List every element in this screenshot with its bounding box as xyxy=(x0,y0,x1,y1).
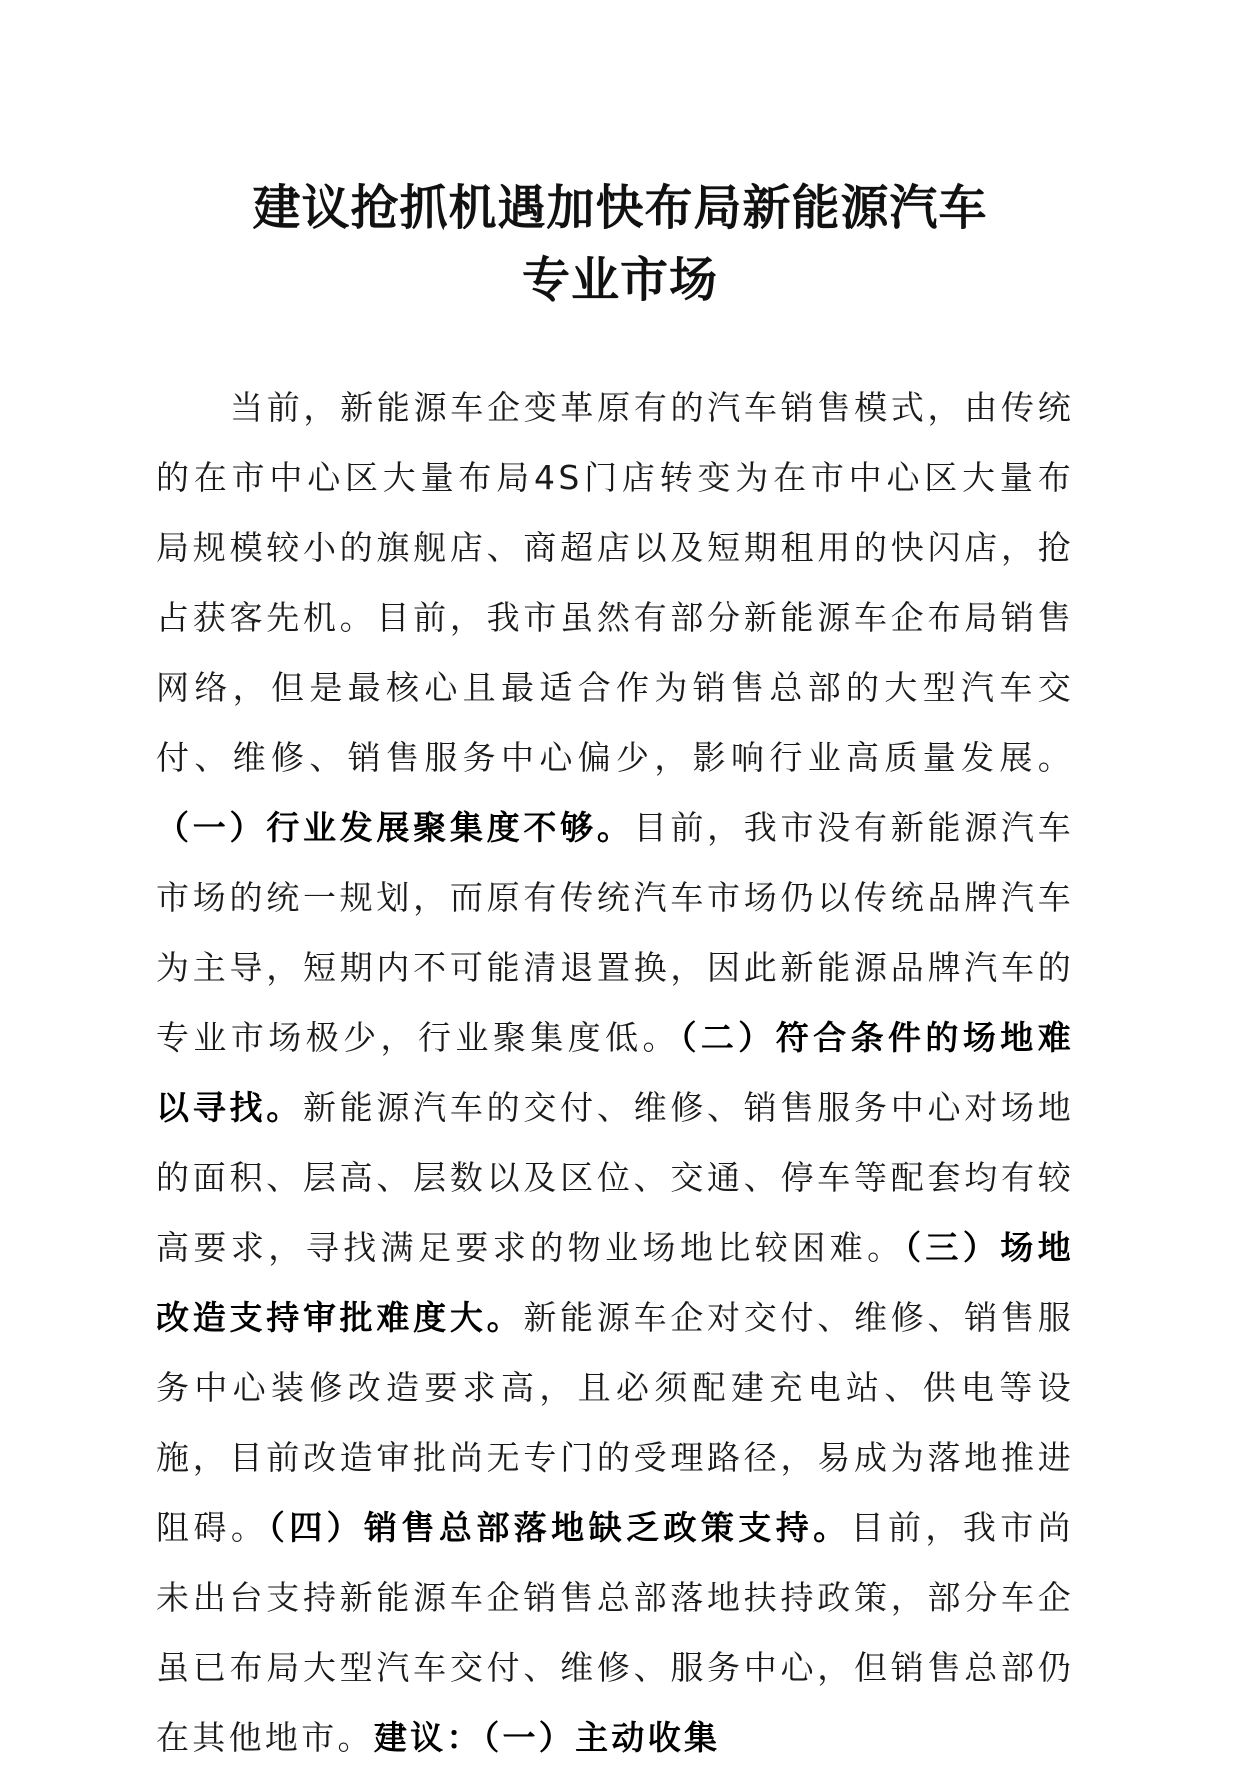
issue2-text: 新能源汽车的交付、维修、销售服务中心对场地的面积、层高、层数以及区位、交通、停车等配套均有较高要求，寻找满足要求的物业场地比较困难。 xyxy=(156,1088,1074,1267)
issue4-heading: （四）销售总部落地缺乏政策支持。 xyxy=(268,1508,851,1547)
issue3-heading: （三）场地改造支持审批难度大。 xyxy=(156,1228,1074,1337)
issue4-text: 目前，我市尚未出台支持新能源车企销售总部落地扶持政策，部分车企虽已布局大型汽车交付、维修、服务中心，但销售总部仍在其他地市。 xyxy=(156,1508,1074,1757)
issue1-text: 目前，我市没有新能源汽车市场的统一规划，而原有传统汽车市场仍以传统品牌汽车为主导，短期内不可能清退置换，因此新能源品牌汽车的专业市场极少，行业聚集度低。 xyxy=(156,808,1074,1057)
intro-text: 当前，新能源车企变革原有的汽车销售模式，由传统的在市中心区大量布局4S门店转变为在市中心区大量布局规模较小的旗舰店、商超店以及短期租用的快闪店，抢占获客先机。目前，我市虽然有部分新能源车企布局销售网络，但是最核心且最适合作为销售总部的大型汽车交付、维修、销售服务中心偏少，影响行业高质量发展。 xyxy=(156,388,1074,777)
issue3-text: 新能源车企对交付、维修、销售服务中心装修改造要求高，且必须配建充电站、供电等设施，目前改造审批尚无专门的受理路径，易成为落地推进阻碍。 xyxy=(156,1298,1074,1547)
document-title-line2: 专业市场 xyxy=(521,252,718,308)
issue1-heading: （一）行业发展聚集度不够。 xyxy=(156,808,634,847)
body-paragraph xyxy=(156,373,1074,1773)
suggestion-heading: 建议：（一）主动收集 xyxy=(373,1718,721,1757)
issue2-heading: （二）符合条件的场地难以寻找。 xyxy=(156,1018,1074,1127)
document-title-line1: 建议抢抓机遇加快布局新能源汽车 xyxy=(252,180,988,236)
